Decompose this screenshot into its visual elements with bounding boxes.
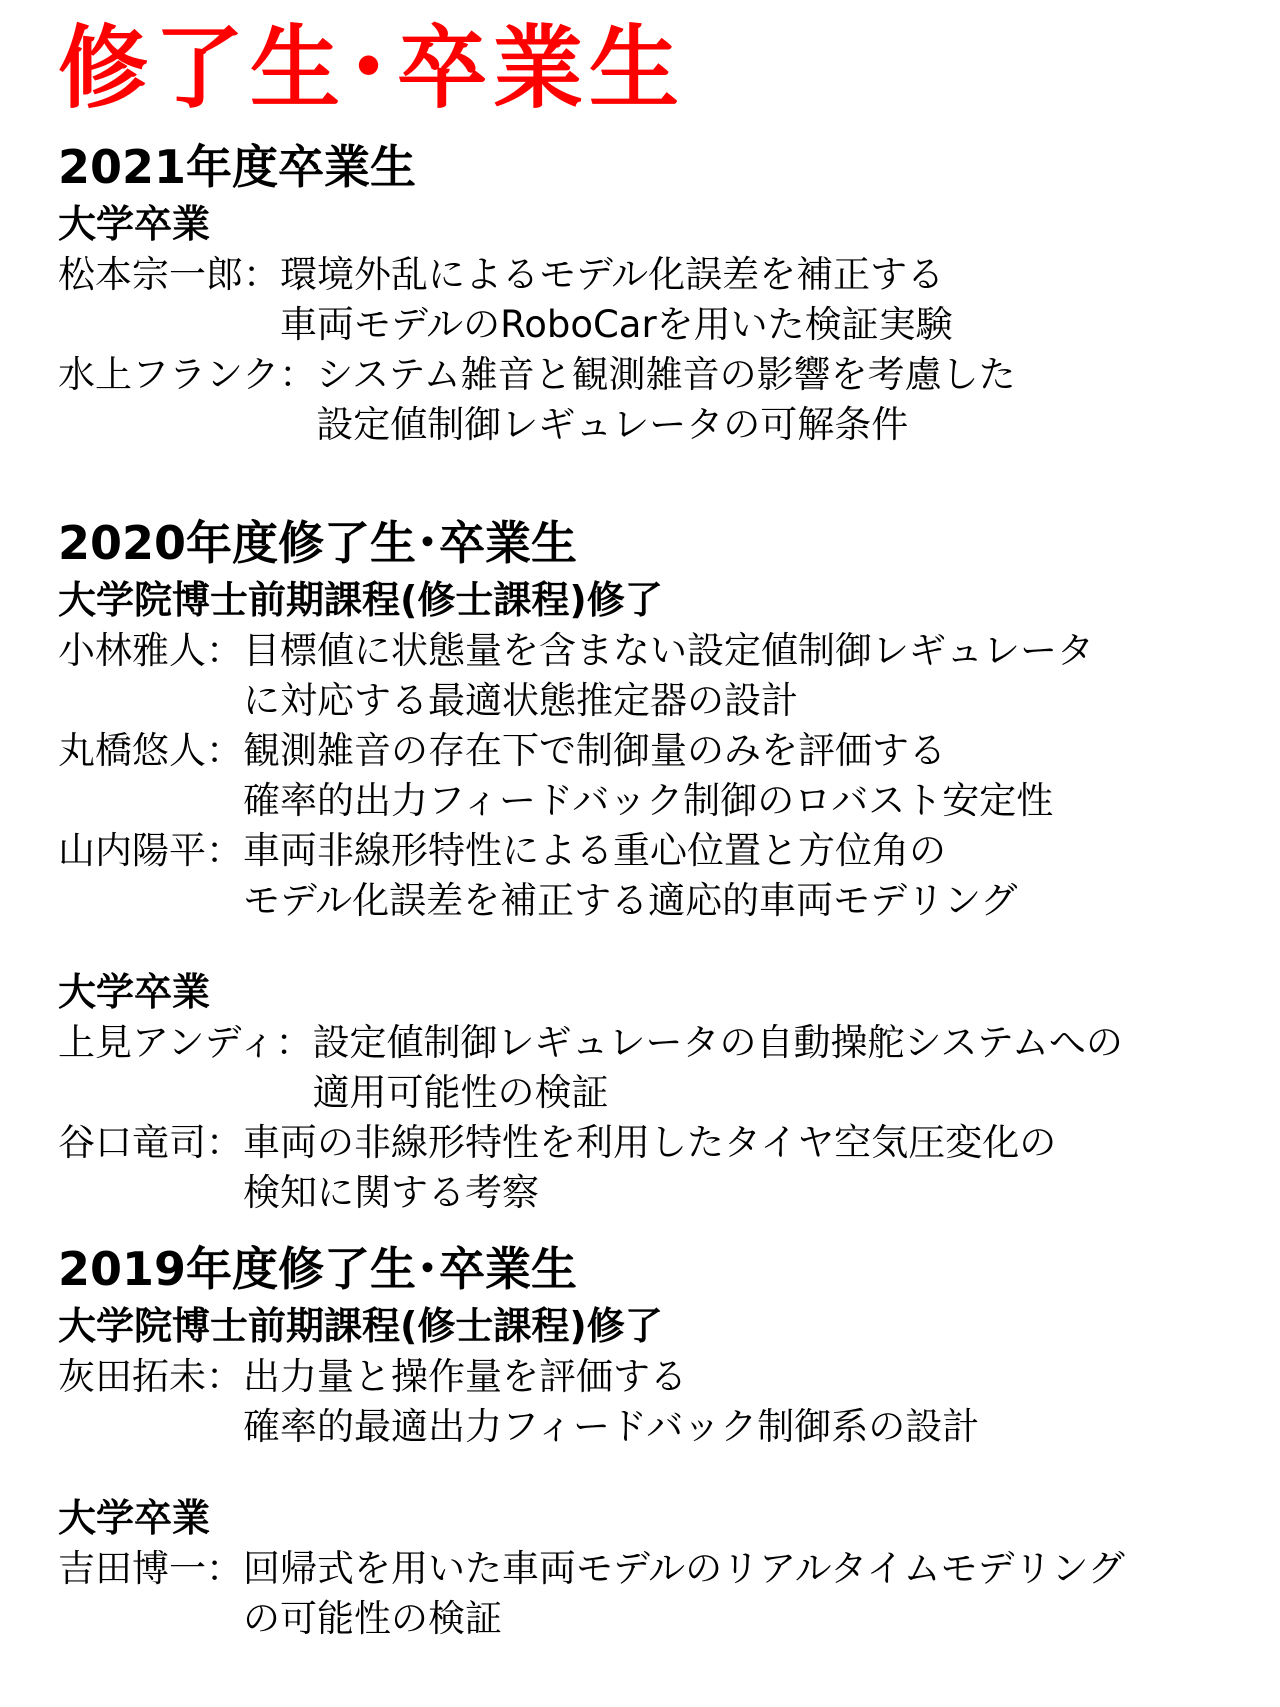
graduate-name: 灰田拓未： [58, 1355, 243, 1398]
graduate-entry [58, 1118, 1268, 1218]
graduate-entry [58, 726, 1268, 826]
thesis-title-line: の可能性の検証 [243, 1597, 502, 1640]
year-heading-2021: 2021年度卒業生 [58, 140, 417, 194]
category-heading: 大学院博士前期課程(修士課程)修了 [58, 578, 663, 622]
thesis-title-line: 車両非線形特性による重心位置と方位角の [243, 829, 946, 872]
thesis-title-line: 目標値に状態量を含まない設定値制御レギュレータ [243, 629, 1094, 672]
thesis-title-line: 回帰式を用いた車両モデルのリアルタイムモデリング [243, 1547, 1125, 1590]
year-heading-2019: 2019年度修了生･卒業生 [58, 1242, 578, 1296]
graduate-name: 丸橋悠人： [58, 729, 243, 772]
thesis-title-line: システム雑音と観測雑音の影響を考慮した [316, 353, 1016, 396]
thesis-title-line: 設定値制御レギュレータの自動操舵システムへの [312, 1021, 1123, 1064]
graduate-name: 松本宗一郎： [58, 253, 280, 296]
thesis-title-line: 確率的最適出力フィードバック制御系の設計 [243, 1405, 980, 1448]
graduate-entry [58, 1352, 1268, 1452]
graduate-entry [58, 250, 1268, 350]
graduate-entry [58, 1018, 1268, 1118]
graduate-name: 吉田博一： [58, 1547, 243, 1590]
graduate-entry [58, 626, 1268, 726]
category-heading: 大学院博士前期課程(修士課程)修了 [58, 1304, 663, 1348]
thesis-title-line: 検知に関する考察 [243, 1171, 539, 1214]
thesis-title-line: 出力量と操作量を評価する [243, 1355, 687, 1398]
graduate-entry [58, 350, 1268, 450]
graduates-page [58, 14, 1268, 1644]
thesis-title-line: 適用可能性の検証 [312, 1071, 609, 1114]
page-title: 修了生･卒業生 [58, 16, 685, 121]
thesis-title-line: に対応する最適状態推定器の設計 [243, 679, 798, 722]
graduate-name: 小林雅人： [58, 629, 243, 672]
graduate-name: 谷口竜司： [58, 1121, 243, 1164]
graduate-name: 山内陽平： [58, 829, 243, 872]
thesis-title-line: 環境外乱によるモデル化誤差を補正する [280, 253, 945, 296]
thesis-title-line: 車両モデルのRoboCarを用いた検証実験 [280, 303, 953, 346]
category-heading: 大学卒業 [58, 1496, 211, 1540]
thesis-title-line: 設定値制御レギュレータの可解条件 [316, 403, 909, 446]
graduate-name: 水上フランク： [58, 353, 317, 396]
thesis-title-line: 確率的出力フィードバック制御のロバスト安定性 [243, 779, 1054, 822]
graduate-name: 上見アンディ： [58, 1021, 313, 1064]
category-heading: 大学卒業 [58, 202, 211, 246]
thesis-title-line: 観測雑音の存在下で制御量のみを評価する [243, 729, 946, 772]
thesis-title-line: モデル化誤差を補正する適応的車両モデリング [243, 879, 1018, 922]
thesis-title-line: 車両の非線形特性を利用したタイヤ空気圧変化の [243, 1121, 1057, 1164]
category-heading: 大学卒業 [58, 970, 211, 1014]
graduate-entry [58, 826, 1268, 926]
graduate-entry [58, 1544, 1268, 1644]
year-heading-2020: 2020年度修了生･卒業生 [58, 516, 578, 570]
